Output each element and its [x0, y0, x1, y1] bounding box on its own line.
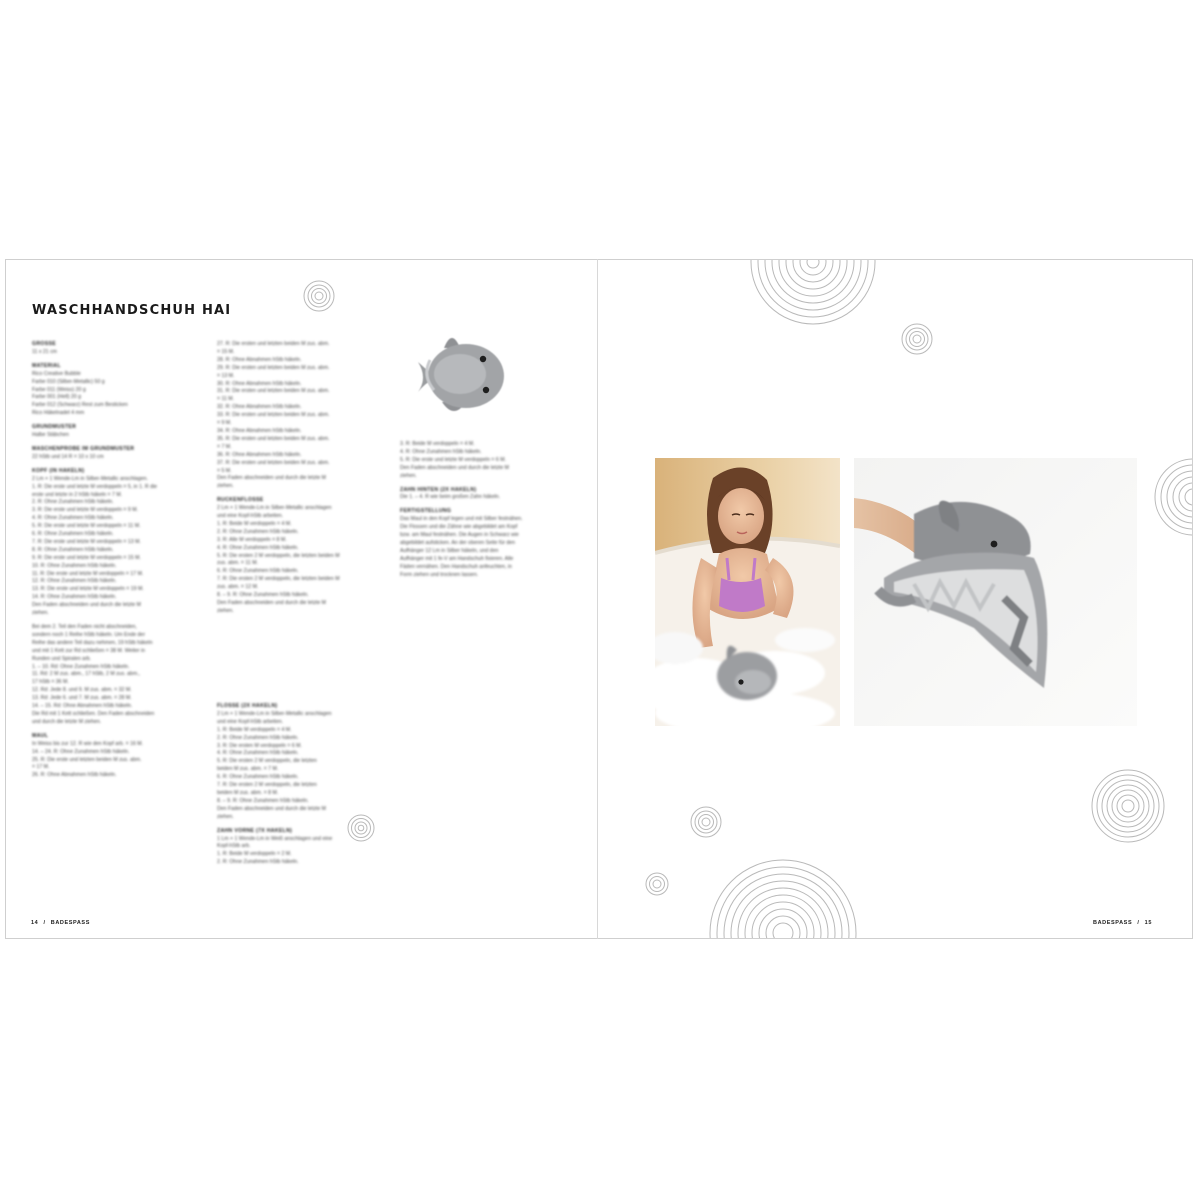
instruction-line: Farbe 001 (Hell) 20 g [32, 394, 82, 401]
circle-group-left-top [304, 281, 334, 311]
instruction-line: 2. R: Ohne Zunahmen hStb häkeln. [32, 499, 114, 506]
instruction-line: = 15 M. [217, 348, 235, 355]
instruction-line: 27. R: Die ersten und letzten beiden M zus. abm. [217, 341, 330, 347]
shark-eye-icon [738, 679, 743, 684]
section-heading: FLOSSE (2X HÄKELN) [217, 703, 278, 709]
instruction-line: bzw. am Maul festnähen. Die Augen in Schwarz wie [400, 532, 519, 539]
instruction-line: Fäden vernähen. Den Handschuh anfeuchten, in [400, 563, 512, 570]
instruction-line: 31. R: Die ersten und letzten beiden M zus. abm. [217, 388, 330, 395]
instruction-line: Reihe das andere Teil dazu nehmen, 19 hStb häkeln [32, 639, 153, 646]
instruction-line: 6. R: Ohne Zunahmen hStb häkeln. [217, 568, 299, 575]
instruction-line: 22 hStb und 14 R = 10 x 10 cm [32, 453, 104, 460]
instruction-line: Farbe 010 (Silber-Metallic) 50 g [32, 378, 105, 385]
instruction-line: abgebildet aufsticken. An der oberen Seite für den [400, 539, 516, 546]
circle-group-right-small-2 [691, 807, 721, 837]
instruction-line: 13. Rd: Jede 6. und 7. M zus. abm. = 28 M. [32, 695, 132, 702]
instruction-line: Aufhänger mit 1 fe-V am Handschuh fixieren. Alle [400, 555, 514, 562]
instruction-line: 8. R: Ohne Zunahmen hStb häkeln. [32, 546, 114, 553]
instruction-line: Die 1. – 4. R wie beim großen Zahn häkeln. [400, 494, 501, 501]
instruction-line: Das Maul in den Kopf legen und mit Silber festnähen. [400, 516, 523, 523]
instruction-line: Den Faden abschneiden und durch die letzte M [400, 464, 510, 471]
left-page-folio [31, 920, 90, 926]
instruction-line: 5. R: Die erste und letzte M verdoppeln = 6 M. [400, 456, 506, 463]
instruction-line: 2. R: Ohne Zunahmen hStb häkeln. [217, 734, 299, 741]
instruction-line: ziehen. [400, 472, 417, 479]
instruction-line: 3. R: Die erste und letzte M verdoppeln = 9 M. [32, 507, 138, 514]
instruction-line: 3. R: Alle M verdoppeln = 8 M. [217, 536, 287, 543]
instruction-line: 3. R: Die ersten M verdoppeln = 6 M. [217, 742, 302, 749]
instruction-line: Aufhänger 12 Lm in Silber häkeln, und den [400, 547, 499, 554]
instruction-line: 6. R: Ohne Zunahmen hStb häkeln. [32, 531, 114, 538]
section-heading: ZAHN VORNE (7X HÄKELN) [217, 827, 293, 834]
instruction-line: 13. R: Die erste und letzte M verdoppeln = 19 M. [32, 586, 144, 593]
instruction-line: 32. R: Ohne Abnahmen hStb häkeln. [217, 404, 302, 411]
instructions-column-1 [32, 341, 202, 780]
instructions-column-2-bottom [217, 703, 389, 867]
circle-group-right-small-1 [902, 324, 932, 354]
instruction-line: 8. – 9. R: Ohne Zunahmen hStb häkeln. [217, 592, 309, 599]
instruction-line: beiden M zus. abm. = 7 M. [217, 766, 279, 773]
instruction-line: 1. R: Beide M verdoppeln = 4 M. [217, 520, 292, 527]
section-name: BADESPASS [1093, 920, 1133, 926]
instruction-line: zus. abm. = 11 M. [217, 560, 258, 567]
instruction-line: Die Flossen und die Zähne wie abgebildet am Kopf [400, 524, 518, 531]
instruction-line: 12. Rd: Jede 8. und 9. M zus. abm. = 32 M. [32, 687, 132, 694]
instructions-column-2-top [217, 341, 389, 616]
instruction-line: und eine Kopf-hStb arbeiten. [217, 513, 284, 520]
instruction-line: 5. R: Die ersten 2 M verdoppeln, die letzten [217, 758, 317, 765]
section-heading: MASCHENPROBE IM GRUNDMUSTER [32, 445, 135, 452]
instruction-line: 34. R: Ohne Abnahmen hStb häkeln. [217, 427, 302, 434]
instruction-line: 33. R: Die ersten und letzten beiden M zus. abm. [217, 412, 330, 419]
instruction-line: 7. R: Die ersten 2 M verdoppeln, die letzten [217, 782, 317, 789]
instruction-line: 1. R: Beide M verdoppeln = 2 M. [217, 851, 292, 858]
instruction-line: 8. – 9. R: Ohne Zunahmen hStb häkeln. [217, 797, 309, 804]
instruction-line: 1 Lm + 1 Wende-Lm in Weiß anschlagen und eine [217, 835, 333, 842]
instruction-line: 37. R: Die ersten und letzten beiden M zus. abm. [217, 459, 330, 466]
section-name: BADESPASS [50, 920, 90, 926]
section-heading: GRÖSSE [32, 341, 56, 347]
circle-group-right-small-3 [646, 873, 668, 895]
instruction-line: 28. R: Ohne Abnahmen hStb häkeln. [217, 356, 302, 363]
instruction-line: 2 Lm + 1 Wende-Lm in Silber-Metallic anschlagen [217, 710, 332, 717]
page-number: 15 [1144, 920, 1152, 926]
instruction-line: = 9 M. [217, 420, 232, 427]
instruction-line: = 11 M. [217, 396, 235, 403]
shark-eye-icon [483, 387, 489, 393]
instruction-line: ziehen. [217, 813, 234, 820]
instruction-line: Den Faden abschneiden und durch die letzte M [32, 602, 142, 609]
instruction-line: 7. R: Die erste und letzte M verdoppeln = 13 M. [32, 538, 141, 545]
instruction-line: 4. R: Ohne Zunahmen hStb häkeln. [217, 544, 299, 551]
instruction-line: 35. R: Die ersten und letzten beiden M zus. abm. [217, 435, 330, 442]
instruction-line: = 13 M. [217, 372, 235, 379]
circle-group-right-bottom-large [710, 860, 856, 1006]
instruction-line: 14. R: Ohne Zunahmen hStb häkeln. [32, 594, 117, 601]
instruction-line: zus. abm. = 12 M. [217, 584, 259, 591]
instruction-line: Die Rd mit 1 Kett schließen. Den Faden abschneiden [32, 710, 155, 717]
instruction-line: Den Faden abschneiden und durch die letzte M [217, 475, 327, 482]
page-number: 14 [31, 920, 39, 926]
instruction-line: 11. R: Die erste und letzte M verdoppeln = 17 M. [32, 570, 144, 577]
instruction-line: 10. R: Ohne Zunahmen hStb häkeln. [32, 562, 117, 569]
folio-separator: / [43, 920, 46, 926]
instruction-line: = 17 M. [32, 764, 50, 771]
shark-eye-icon [480, 356, 486, 362]
instruction-line: erste und letzte in 2 hStb häkeln = 7 M. [32, 491, 123, 498]
instruction-line: 36. R: Ohne Abnahmen hStb häkeln. [217, 451, 302, 458]
shark-eye-icon [991, 541, 998, 548]
instruction-line: 4. R: Ohne Zunahmen hStb häkeln. [400, 448, 482, 455]
instruction-line: 26. R: Ohne Abnahmen hStb häkeln. [32, 772, 117, 779]
instruction-line: 3. R: Beide M verdoppeln = 4 M. [400, 441, 475, 447]
instruction-line: 2. R: Ohne Zunahmen hStb häkeln. [217, 528, 299, 535]
section-heading: ZAHN HINTEN (2X HÄKELN) [400, 486, 477, 493]
instruction-line: 17 hStb = 36 M. [32, 679, 69, 686]
section-heading: GRUNDMUSTER [32, 424, 77, 431]
instruction-line: 6. R: Ohne Zunahmen hStb häkeln. [217, 774, 299, 781]
shark-glove-hand-photo [854, 458, 1137, 726]
instruction-line: 14. – 15. Rd: Ohne Abnahmen hStb häkeln. [32, 703, 133, 710]
instruction-line: 4. R: Ohne Zunahmen hStb häkeln. [217, 750, 299, 757]
instruction-line: 2. R: Ohne Zunahmen hStb häkeln. [217, 859, 299, 866]
instruction-line: = 7 M. [217, 443, 232, 450]
instruction-line: ziehen. [32, 610, 49, 617]
instruction-line: 1. R: Beide M verdoppeln = 4 M. [217, 726, 292, 733]
instruction-line: sondern noch 1 Reihe hStb häkeln. Um Ende der [32, 631, 146, 638]
instruction-line: Farbe 012 (Schwarz) Rest zum Besticken [32, 402, 128, 409]
section-heading: MAUL [32, 732, 49, 739]
instruction-line: = 5 M. [217, 467, 232, 474]
instruction-line: Rico Creative Bubble [32, 370, 81, 377]
circle-group-right-edge [1155, 459, 1200, 535]
shark-glove-product-photo [414, 322, 506, 422]
instruction-line: Form ziehen und trocknen lassen. [400, 571, 479, 578]
instruction-line: 11 x 21 cm [32, 348, 57, 355]
instruction-line: 30. R: Ohne Abnahmen hStb häkeln. [217, 380, 302, 387]
instruction-line: Den Faden abschneiden und durch die letzte M [217, 600, 327, 606]
instruction-line: 29. R: Die ersten und letzten beiden M zus. abm. [217, 364, 330, 371]
instruction-line: und eine Kopf-hStb arbeiten. [217, 718, 284, 725]
instruction-line: Rico Häkelnadel 4 mm [32, 410, 85, 417]
instruction-line: Kopf-hStb arb. [217, 843, 251, 850]
instruction-line: 25. R: Die erste und letzten beiden M zus. abm. [32, 756, 142, 763]
instruction-line: 11. Rd: 2 M zus. abm., 17 hStb, 2 M zus. abm., [32, 671, 141, 678]
instruction-line: 2 Lm + 1 Wende-Lm in Silber-Metallic anschlagen. [32, 475, 148, 482]
instruction-line: 12. R: Ohne Zunahmen hStb häkeln. [32, 578, 117, 585]
instruction-line: Den Faden abschneiden und durch die letzte M [217, 805, 327, 812]
instruction-line: 1. – 10. Rd: Ohne Zunahmen hStb häkeln. [32, 663, 130, 670]
instruction-line: 5. R: Die ersten 2 M verdoppeln, die letzten beiden M [217, 552, 340, 559]
section-heading: FERTIGSTELLUNG [400, 508, 452, 515]
section-heading: MATERIAL [32, 362, 61, 369]
instruction-line: ziehen. [217, 607, 234, 614]
instruction-line: Farbe 011 (Weiss) 20 g [32, 386, 86, 393]
instruction-line: und durch die letzte M ziehen. [32, 718, 102, 725]
section-heading: KOPF (IN HÄKELN) [32, 467, 85, 474]
circle-group-right-top-large [751, 200, 875, 324]
child-bath-photo [655, 458, 840, 726]
folio-separator: / [1137, 920, 1140, 926]
instructions-column-3 [400, 441, 575, 580]
instruction-line: 14. – 24. R: Ohne Zunahmen hStb häkeln. [32, 748, 130, 755]
instruction-line: 7. R: Die ersten 2 M verdoppeln, die letzten beiden M [217, 576, 340, 583]
instruction-line: Halbe Stäbchen [32, 432, 69, 439]
instruction-line: 1. R: Die erste und letzte M verdoppeln = 5, in 1. R die [32, 483, 157, 490]
instruction-line: Bei dem 2. Teil den Faden nicht abschneiden, [32, 624, 137, 630]
instruction-line: 5. R: Die erste und letzte M verdoppeln = 11 M. [32, 523, 141, 530]
instruction-line: Runden und Spiralen arb. [32, 655, 92, 662]
instruction-line: ziehen. [217, 483, 234, 490]
right-page-folio [1093, 920, 1152, 926]
page-title: WASCHHANDSCHUH HAI [32, 303, 232, 318]
section-heading: RÜCKENFLOSSE [217, 497, 264, 504]
instruction-line: 2 Lm + 1 Wende-Lm in Silber-Metallic anschlagen [217, 505, 332, 512]
instruction-line: In Weiss bis zur 12. R wie den Kopf arb. = 16 M. [32, 740, 144, 747]
instruction-line: 9. R: Die erste und letzte M verdoppeln = 15 M. [32, 554, 141, 561]
instruction-line: beiden M zus. abm. = 8 M. [217, 789, 279, 796]
circle-group-right-mid [1092, 770, 1164, 842]
instruction-line: 4. R: Ohne Zunahmen hStb häkeln. [32, 515, 114, 522]
instruction-line: und mit 1 Kett zur Rd schließen = 38 M. Weiter in [32, 647, 146, 654]
